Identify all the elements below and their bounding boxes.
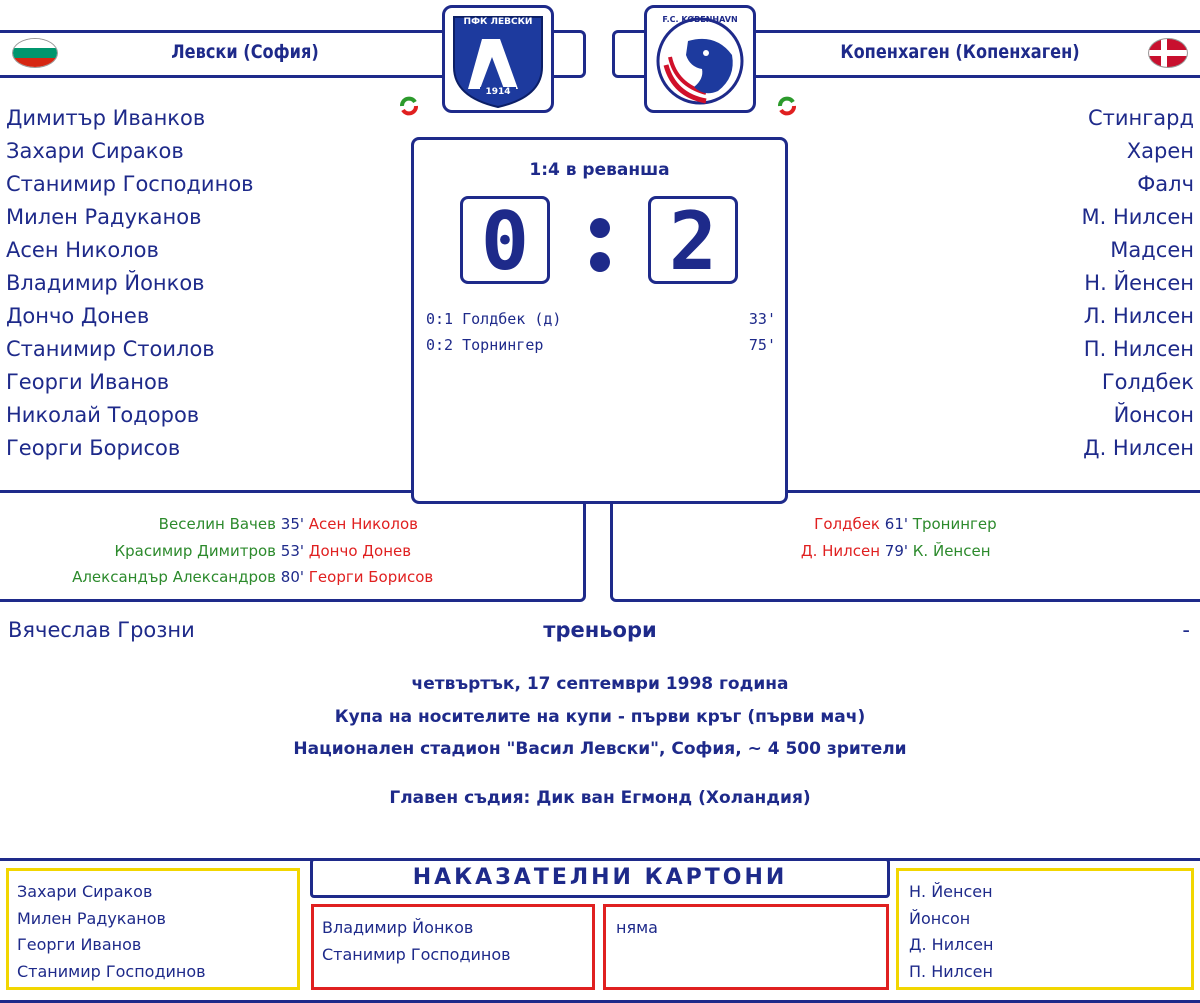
sub-minute: 79' [884, 541, 908, 560]
sub-in-player[interactable]: Веселин Вачев [158, 515, 276, 533]
goal-text: 0:1 Голдбек (д) [426, 310, 562, 328]
substitution-icon [398, 96, 420, 116]
score-colon-dot [590, 252, 610, 272]
sub-out-player[interactable]: Георги Борисов [308, 568, 434, 586]
away-yellow-cards [896, 868, 1194, 990]
away-score [648, 196, 738, 284]
red-card-player: няма [616, 918, 658, 937]
red-card-player[interactable]: Владимир Йонков [322, 918, 474, 937]
crest-club-text: ПФК ЛЕВСКИ [463, 17, 533, 27]
home-player[interactable]: Николай Тодоров [6, 403, 200, 427]
substitution-icon [776, 96, 798, 116]
goal-row [426, 306, 776, 332]
sub-minute: 80' [280, 568, 304, 586]
home-team-name[interactable]: Левски (София) [171, 41, 319, 63]
goal-text: 0:2 Торнингер [426, 336, 544, 354]
away-player[interactable]: Стингард [1087, 106, 1194, 130]
sub-out-player[interactable]: Асен Николов [308, 515, 418, 533]
home-player[interactable]: Георги Иванов [6, 370, 170, 394]
home-coach[interactable]: Вячеслав Грозни [8, 618, 195, 642]
sub-row [10, 538, 570, 565]
home-red-cards [311, 904, 595, 990]
yellow-card-player[interactable]: Д. Нилсен [909, 935, 994, 954]
yellow-card-player[interactable]: Милен Радуканов [17, 908, 166, 928]
yellow-card-player[interactable]: Георги Иванов [17, 935, 142, 954]
away-player[interactable]: Н. Йенсен [1084, 271, 1194, 295]
bulgaria-flag-icon [12, 38, 58, 68]
home-player[interactable]: Милен Радуканов [6, 205, 202, 229]
sub-in-player[interactable]: К. Йенсен [912, 541, 991, 560]
copenhagen-crest[interactable] [644, 5, 756, 113]
home-player[interactable]: Станимир Стоилов [6, 337, 215, 361]
home-yellow-cards [6, 868, 300, 990]
away-player[interactable]: М. Нилсен [1081, 205, 1194, 229]
away-lineup [800, 102, 1194, 465]
sub-out-player[interactable]: Дончо Донев [308, 541, 412, 560]
home-player[interactable]: Станимир Господинов [6, 172, 254, 196]
sub-minute: 61' [884, 515, 908, 533]
sub-in-player[interactable]: Александър Александров [72, 568, 276, 586]
sub-in-player[interactable]: Тронингер [912, 515, 997, 533]
return-leg-result: 1:4 в реванша [529, 160, 670, 180]
yellow-card-player[interactable]: П. Нилсен [909, 961, 993, 981]
sub-row [10, 564, 570, 591]
goal-minute: 33' [748, 310, 776, 328]
home-player[interactable]: Асен Николов [6, 238, 159, 262]
away-player[interactable]: Фалч [1137, 172, 1194, 196]
crest-year: 1914 [485, 87, 511, 97]
match-referee: Главен съдия: Дик ван Егмонд (Холандия) [389, 788, 811, 808]
away-red-cards [603, 904, 889, 990]
home-subs [10, 511, 570, 591]
away-coach: - [1182, 618, 1190, 642]
yellow-card-player[interactable]: Йонсон [909, 908, 971, 928]
denmark-flag-icon [1148, 38, 1188, 68]
home-player[interactable]: Владимир Йонков [6, 271, 205, 295]
away-score-digit: 2 [668, 199, 718, 281]
red-card-player[interactable]: Станимир Господинов [322, 944, 511, 964]
goal-row [426, 332, 776, 358]
away-team-name[interactable]: Копенхаген (Копенхаген) [840, 41, 1080, 63]
crest-club-text: F.C. KØBENHAVN [662, 15, 738, 24]
sub-row [620, 538, 1180, 565]
sub-row [10, 511, 570, 538]
yellow-card-player[interactable]: Захари Сираков [17, 882, 153, 901]
home-player[interactable]: Георги Борисов [6, 436, 181, 460]
score-box [411, 137, 788, 504]
away-player[interactable]: Голдбек [1101, 370, 1194, 394]
away-player[interactable]: Л. Нилсен [1083, 304, 1194, 328]
home-player[interactable]: Димитър Иванков [6, 106, 206, 130]
home-score-digit: 0 [480, 199, 530, 281]
home-player[interactable]: Захари Сираков [6, 139, 184, 163]
home-lineup [6, 102, 396, 465]
away-subs [620, 511, 1180, 564]
goals-list [426, 306, 776, 358]
match-venue: Национален стадион "Васил Левски", София, ~ 4 500 зрители [293, 739, 907, 759]
home-player[interactable]: Дончо Донев [6, 304, 150, 328]
cards-title: НАКАЗАТЕЛНИ КАРТОНИ [412, 865, 788, 890]
away-player[interactable]: Мадсен [1110, 238, 1194, 262]
away-player[interactable]: Харен [1126, 139, 1194, 163]
sub-minute: 53' [280, 541, 304, 560]
home-score [460, 196, 550, 284]
yellow-card-player[interactable]: Станимир Господинов [17, 961, 206, 981]
levski-crest[interactable] [442, 5, 554, 113]
sub-out-player[interactable]: Голдбек [814, 515, 880, 533]
coaches-label: треньори [543, 618, 657, 642]
sub-row [620, 511, 1180, 538]
sub-in-player[interactable]: Красимир Димитров [114, 541, 276, 560]
away-player[interactable]: П. Нилсен [1083, 337, 1194, 361]
goal-minute: 75' [748, 336, 776, 354]
away-player[interactable]: Д. Нилсен [1083, 436, 1194, 460]
yellow-card-player[interactable]: Н. Йенсен [909, 882, 993, 901]
sub-out-player[interactable]: Д. Нилсен [800, 541, 880, 560]
match-date: четвъртък, 17 септември 1998 година [411, 674, 789, 694]
score-colon-dot [590, 218, 610, 238]
match-competition: Купа на носителите на купи - първи кръг (първи мач) [334, 707, 866, 727]
sub-minute: 35' [280, 515, 304, 533]
away-player[interactable]: Йонсон [1113, 403, 1194, 427]
